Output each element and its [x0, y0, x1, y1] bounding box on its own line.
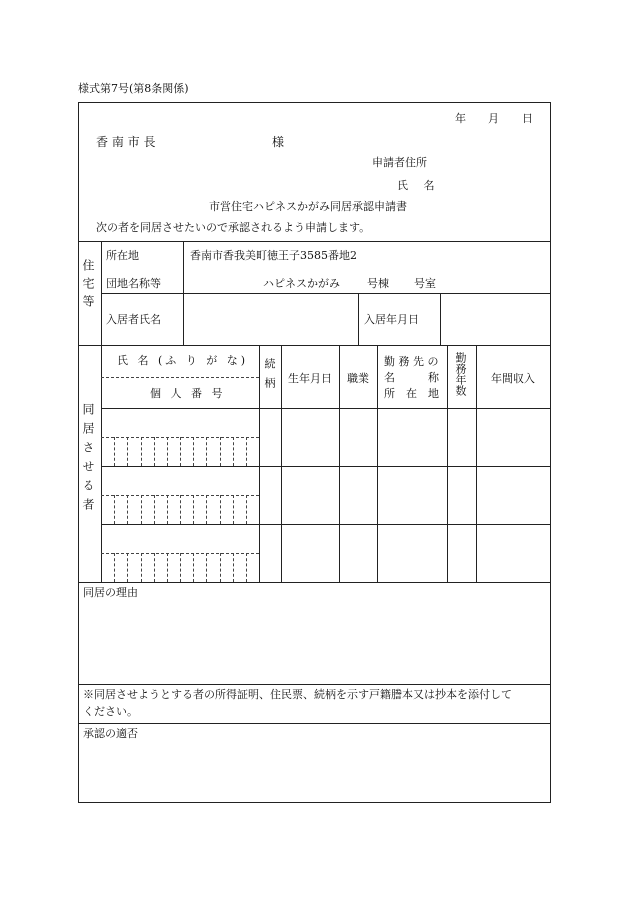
digit-box-divider: [180, 553, 181, 582]
digit-box-divider: [141, 553, 142, 582]
location-label: 所在地: [106, 249, 139, 262]
complex-value: ハピネスかがみ: [263, 277, 340, 290]
digit-box-divider: [193, 553, 194, 582]
digit-box-divider: [206, 553, 207, 582]
note-line-2: ください。: [83, 705, 138, 718]
digit-box-divider: [193, 495, 194, 524]
digit-box-divider: [114, 437, 115, 466]
date-day: 日: [522, 112, 533, 125]
occupation-label: 職業: [347, 372, 369, 385]
annual-income-label: 年間収入: [491, 372, 535, 385]
reason-label: 同居の理由: [83, 586, 138, 599]
room-suffix: 号室: [414, 277, 436, 290]
digit-box-divider: [246, 437, 247, 466]
note-line-1: ※同居させようとする者の所得証明、住民票、続柄を示す戸籍謄本又は抄本を添付して: [83, 688, 512, 701]
honorific: 様: [272, 135, 285, 149]
move-in-date-label: 入居年月日: [364, 313, 419, 326]
digit-box-divider: [154, 437, 155, 466]
digit-box-divider: [180, 437, 181, 466]
digit-box-divider: [180, 495, 181, 524]
digit-box-divider: [233, 553, 234, 582]
relation-label: 続柄: [263, 358, 276, 396]
digit-box-divider: [206, 437, 207, 466]
digit-box-divider: [167, 495, 168, 524]
cohabitants-section-label: 同居させる者: [81, 403, 95, 517]
years-of-service-label: 勤務年数: [454, 352, 467, 396]
digit-box-divider: [167, 437, 168, 466]
workplace-label-1: 勤 務 先 の: [384, 355, 439, 368]
digit-box-divider: [114, 495, 115, 524]
digit-box-divider: [127, 495, 128, 524]
digit-box-divider: [154, 553, 155, 582]
addressee: 香 南 市 長: [96, 135, 156, 149]
digit-box-divider: [127, 553, 128, 582]
applicant-address-label: 申請者住所: [372, 156, 427, 169]
digit-box-divider: [220, 495, 221, 524]
date-year: 年: [455, 112, 466, 125]
birthdate-label: 生年月日: [288, 372, 332, 385]
digit-box-divider: [220, 437, 221, 466]
digit-box-divider: [167, 553, 168, 582]
applicant-name-label: 氏 名: [397, 179, 441, 192]
digit-box-divider: [220, 553, 221, 582]
location-value: 香南市香我美町徳王子3585番地2: [190, 249, 357, 262]
digit-box-divider: [246, 495, 247, 524]
digit-box-divider: [193, 437, 194, 466]
workplace-label-2: 名 称: [384, 371, 439, 384]
digit-box-divider: [154, 495, 155, 524]
form-number: 様式第7号(第8条関係): [78, 82, 189, 95]
workplace-label-3: 所 在 地: [384, 387, 439, 400]
digit-box-divider: [233, 495, 234, 524]
building-suffix: 号棟: [367, 277, 389, 290]
approval-label: 承認の適否: [83, 727, 138, 740]
complex-label: 団地名称等: [106, 277, 161, 290]
form-title: 市営住宅ハピネスかがみ同居承認申請書: [209, 200, 407, 213]
date-month: 月: [488, 112, 499, 125]
digit-box-divider: [246, 553, 247, 582]
digit-box-divider: [141, 495, 142, 524]
personal-number-label: 個 人 番 号: [150, 387, 226, 400]
digit-box-divider: [114, 553, 115, 582]
digit-box-divider: [233, 437, 234, 466]
digit-box-divider: [127, 437, 128, 466]
digit-box-divider: [206, 495, 207, 524]
housing-section-label: 住宅等: [81, 259, 95, 313]
intro-text: 次の者を同居させたいので承認されるよう申請します。: [96, 221, 371, 234]
resident-name-label: 入居者氏名: [106, 313, 161, 326]
name-furigana-label: 氏 名 (ふ り が な): [117, 354, 249, 367]
digit-box-divider: [141, 437, 142, 466]
